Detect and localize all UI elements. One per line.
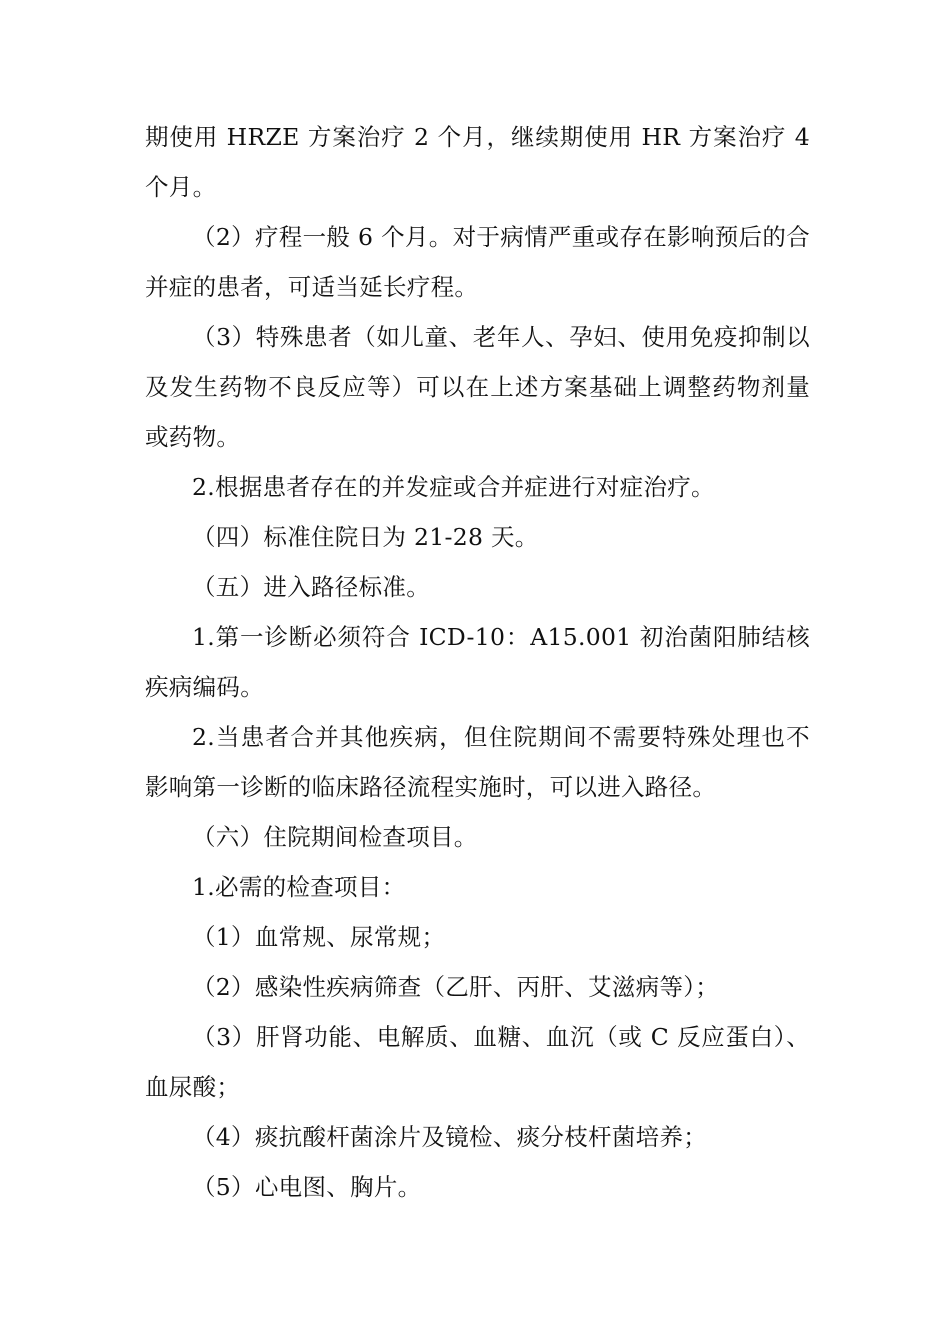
paragraph-7: 1.第一诊断必须符合 ICD-10：A15.001 初治菌阳肺结核疾病编码。 [145,623,810,701]
paragraph-6: （五）进入路径标准。 [192,573,430,601]
paragraph-15: （5）心电图、胸片。 [192,1173,422,1201]
paragraph-12: （2）感染性疾病筛查（乙肝、丙肝、艾滋病等）； [192,973,720,1001]
paragraph-5: （四）标准住院日为 21-28 天。 [192,523,539,551]
paragraph-2: （2）疗程一般 6 个月。对于病情严重或存在影响预后的合并症的患者，可适当延长疗程。 [145,223,810,301]
paragraph-3: （3）特殊患者（如儿童、老年人、孕妇、使用免疫抑制以及发生药物不良反应等）可以在上述方案基础上调整药物剂量或药物。 [145,323,810,451]
paragraph-13: （3）肝肾功能、电解质、血糖、血沉（或 C 反应蛋白）、血尿酸； [145,1023,810,1101]
paragraph-9: （六）住院期间检查项目。 [192,823,478,851]
paragraph-14: （4）痰抗酸杆菌涂片及镜检、痰分枝杆菌培养； [192,1123,708,1151]
paragraph-11: （1）血常规、尿常规； [192,923,446,951]
paragraph-8: 2.当患者合并其他疾病，但住院期间不需要特殊处理也不影响第一诊断的临床路径流程实施时，可以进入路径。 [145,723,810,801]
paragraph-1: 期使用 HRZE 方案治疗 2 个月，继续期使用 HR 方案治疗 4 个月。 [145,123,810,201]
paragraph-4: 2.根据患者存在的并发症或合并症进行对症治疗。 [192,473,715,501]
document-body [145,112,810,1212]
paragraph-10: 1.必需的检查项目： [192,873,406,901]
